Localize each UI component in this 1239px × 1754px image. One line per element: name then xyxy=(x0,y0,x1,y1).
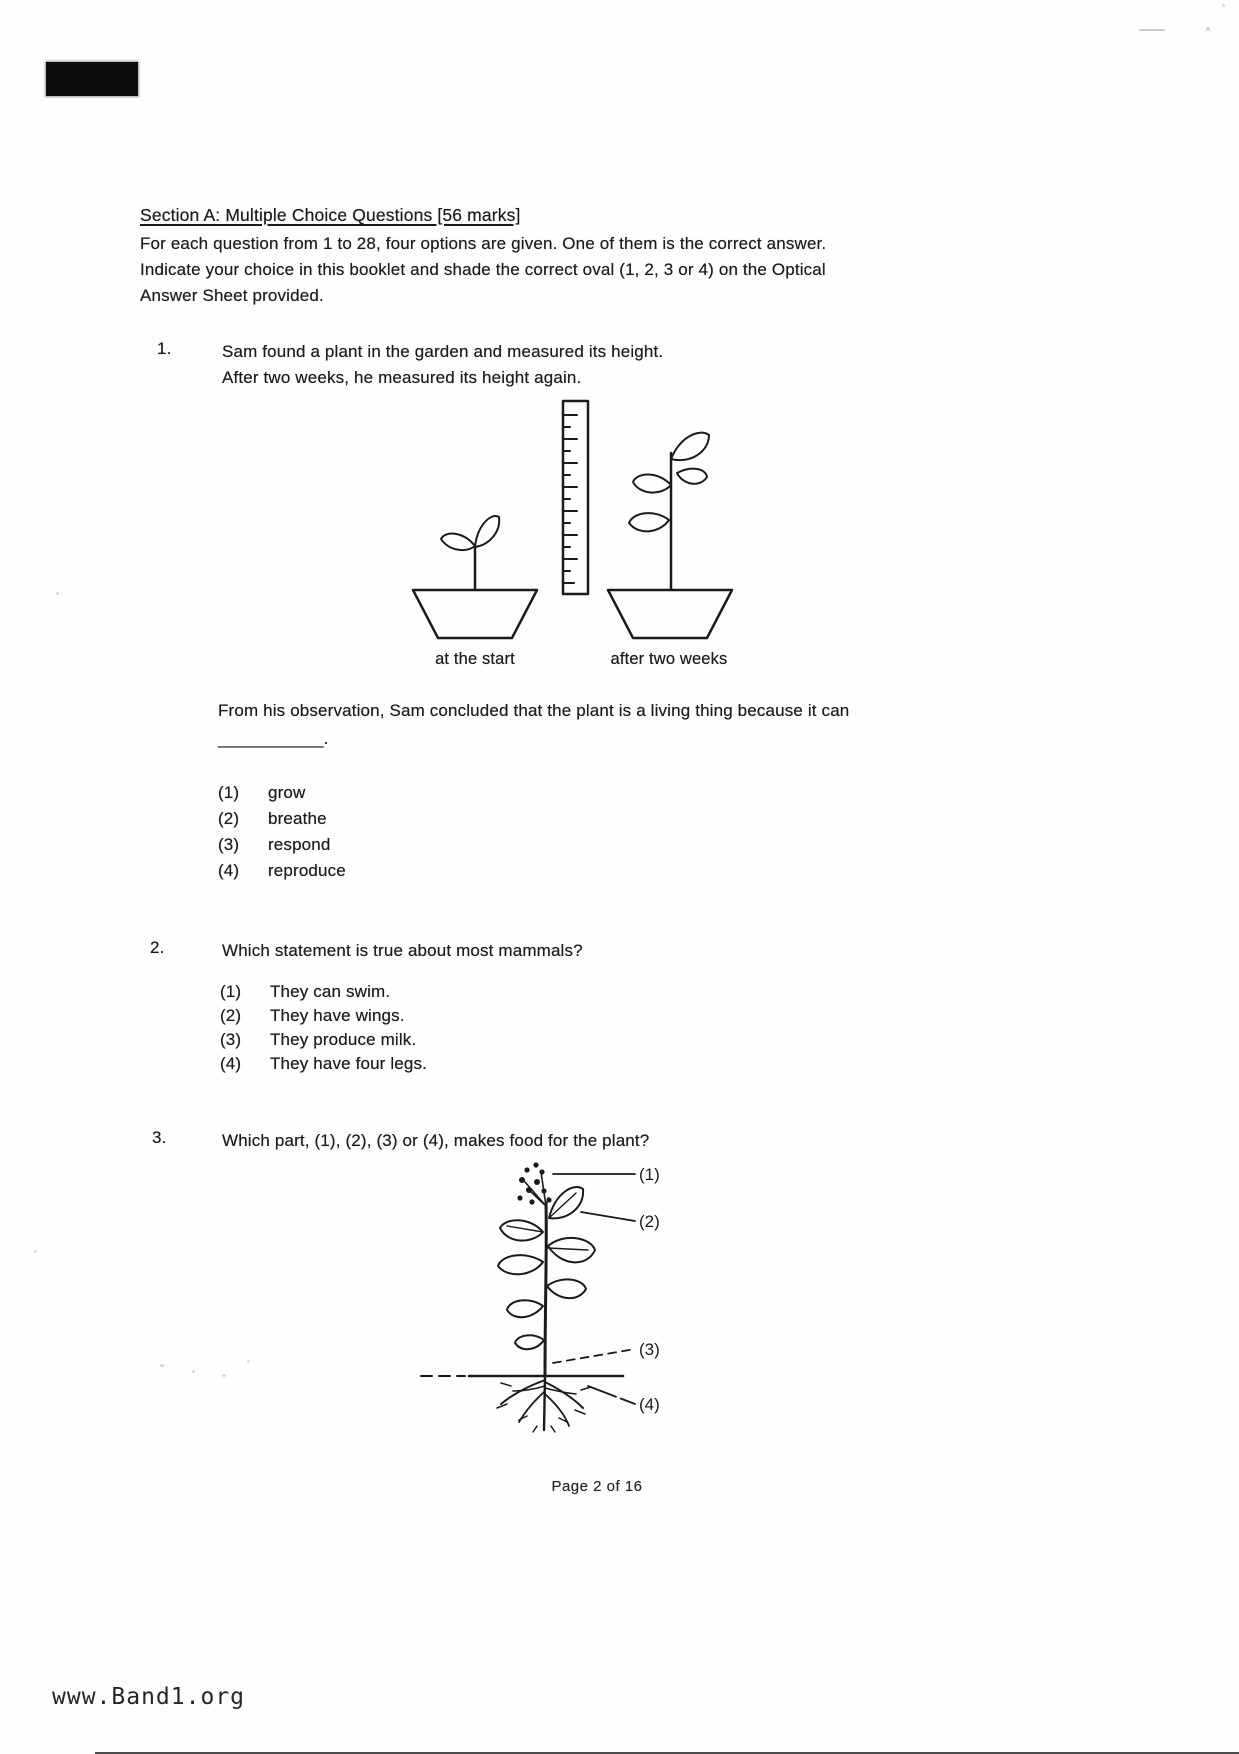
plant-stem-and-leaves xyxy=(498,1187,595,1376)
flower-cluster xyxy=(517,1162,551,1206)
plant-part-label-4: (4) xyxy=(639,1395,660,1414)
option-number: (2) xyxy=(218,809,240,828)
q2-option-1 xyxy=(220,982,390,1002)
instruction-line: For each question from 1 to 28, four options are given. One of them is the correct answer. xyxy=(140,234,827,253)
q2-option-4 xyxy=(220,1054,427,1074)
figure-caption-start: at the start xyxy=(435,650,515,668)
scan-artifact xyxy=(34,1250,37,1253)
instruction-line: Answer Sheet provided. xyxy=(140,286,324,305)
q1-conclusion-text: From his observation, Sam concluded that the plant is a living thing because it can xyxy=(218,701,850,720)
option-label: They produce milk. xyxy=(270,1030,417,1049)
scan-artifact xyxy=(1139,29,1165,31)
ruler-illustration xyxy=(563,401,588,594)
question-3-number: 3. xyxy=(152,1128,167,1147)
option-label: They can swim. xyxy=(270,982,391,1001)
figure-caption-two-weeks: after two weeks xyxy=(610,650,728,668)
q1-option-4 xyxy=(218,861,346,881)
redacted-name-block xyxy=(46,62,138,96)
plant-part-label-3: (3) xyxy=(639,1340,660,1359)
scan-artifact xyxy=(160,1364,164,1367)
q1-option-1 xyxy=(218,783,305,803)
question-1-number: 1. xyxy=(157,339,172,358)
scan-artifact xyxy=(222,1374,226,1377)
option-number: (3) xyxy=(218,835,240,854)
q1-answer-blank: ___________. xyxy=(218,729,329,748)
instructions-paragraph xyxy=(140,231,1020,309)
plant-part-label-1: (1) xyxy=(639,1165,660,1184)
q2-option-3 xyxy=(220,1030,416,1050)
website-watermark: www.Band1.org xyxy=(52,1684,246,1710)
scan-artifact xyxy=(56,592,59,595)
scan-artifact xyxy=(1206,27,1210,31)
scan-artifact xyxy=(1222,4,1225,7)
option-label: They have four legs. xyxy=(270,1054,428,1073)
question-1-text xyxy=(222,339,1022,391)
option-label: respond xyxy=(268,835,331,854)
option-label: reproduce xyxy=(268,861,346,880)
scan-artifact xyxy=(192,1370,195,1373)
roots xyxy=(497,1376,591,1432)
section-title: Section A: Multiple Choice Questions [56 marks] xyxy=(140,205,521,225)
option-label: grow xyxy=(268,783,306,802)
option-number: (1) xyxy=(218,783,240,802)
q1-option-2 xyxy=(218,809,327,829)
question-2-text: Which statement is true about most mammals? xyxy=(222,941,583,960)
instruction-line: Indicate your choice in this booklet and shade the correct oval (1, 2, 3 or 4) on the Optical xyxy=(140,260,826,279)
option-number: (3) xyxy=(220,1030,242,1049)
q1-option-3 xyxy=(218,835,330,855)
option-label: They have wings. xyxy=(270,1006,405,1025)
option-number: (4) xyxy=(220,1054,242,1073)
q3-labelled-plant-figure xyxy=(415,1158,675,1443)
option-number: (4) xyxy=(218,861,240,880)
question-3-text: Which part, (1), (2), (3) or (4), makes food for the plant? xyxy=(222,1131,650,1150)
plant-part-label-2: (2) xyxy=(639,1212,660,1231)
page-number-footer: Page 2 of 16 xyxy=(551,1478,643,1495)
option-number: (1) xyxy=(220,982,242,1001)
large-plant-in-pot xyxy=(608,433,732,638)
q2-option-2 xyxy=(220,1006,405,1026)
scan-artifact xyxy=(247,1360,250,1363)
question-2-number: 2. xyxy=(150,938,165,957)
question-1-line2: After two weeks, he measured its height again. xyxy=(222,368,582,387)
option-label: breathe xyxy=(268,809,327,828)
option-number: (2) xyxy=(220,1006,242,1025)
question-1-line1: Sam found a plant in the garden and measured its height. xyxy=(222,342,664,361)
small-plant-in-pot xyxy=(413,516,537,638)
q1-plant-growth-figure xyxy=(400,393,745,643)
